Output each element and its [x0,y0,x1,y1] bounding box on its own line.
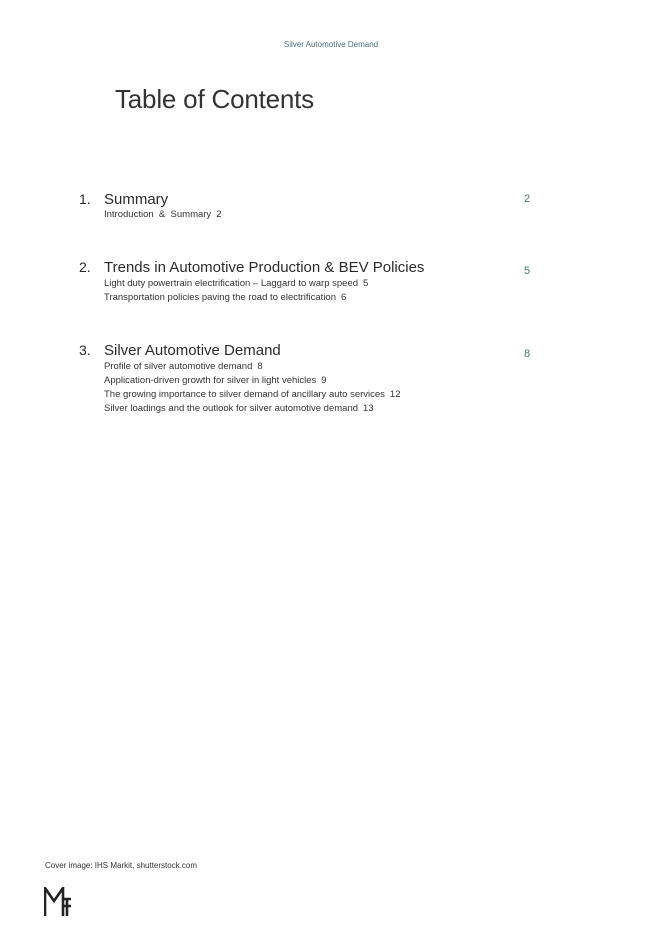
toc-entry-label: Transportation policies paving the road to electrification [104,292,336,303]
toc-entry[interactable] [104,292,346,303]
toc-entry[interactable] [104,375,327,386]
cover-image-credit: Cover image: IHS Markit, shutterstock.com [45,861,198,870]
toc-entry-label: Profile of silver automotive demand [104,361,253,372]
toc-entry-page: 9 [321,375,327,386]
toc-entry[interactable] [104,403,374,414]
toc-entry[interactable] [104,361,263,372]
toc-entry-page: 13 [363,403,374,414]
section-page-number[interactable]: 8 [524,348,531,360]
toc-entry-label: Silver loadings and the outlook for silver automotive demand [104,403,359,414]
page-title: Table of Contents [115,84,314,114]
section-number: 3. [79,342,91,358]
toc-entry-label: Light duty powertrain electrification – Laggard to warp speed [104,278,359,289]
toc-entry-page: 12 [389,389,401,400]
toc-entry-label: Application-driven growth for silver in light vehicles [104,375,317,386]
publisher-logo-icon [44,887,72,922]
toc-entry-page: 8 [257,361,263,372]
toc-entry-page: 5 [363,278,369,289]
section-title[interactable]: Summary [104,191,169,208]
section-number: 1. [79,191,91,207]
toc-entry-label: The growing importance to silver demand of ancillary auto services [104,389,385,400]
toc-entry[interactable] [104,278,368,289]
toc-entry[interactable] [104,389,401,400]
running-header: Silver Automotive Demand [283,40,379,49]
toc-entry[interactable] [104,209,221,220]
toc-entry-page: 2 [216,209,222,220]
section-title[interactable]: Trends in Automotive Production & BEV Policies [104,259,425,276]
toc-entry-page: 6 [341,292,347,303]
section-page-number[interactable]: 2 [524,193,531,205]
toc-entry-label: Introduction & Summary [104,209,212,220]
section-title[interactable]: Silver Automotive Demand [104,342,281,359]
section-number: 2. [79,259,91,275]
section-page-number[interactable]: 5 [524,265,531,277]
